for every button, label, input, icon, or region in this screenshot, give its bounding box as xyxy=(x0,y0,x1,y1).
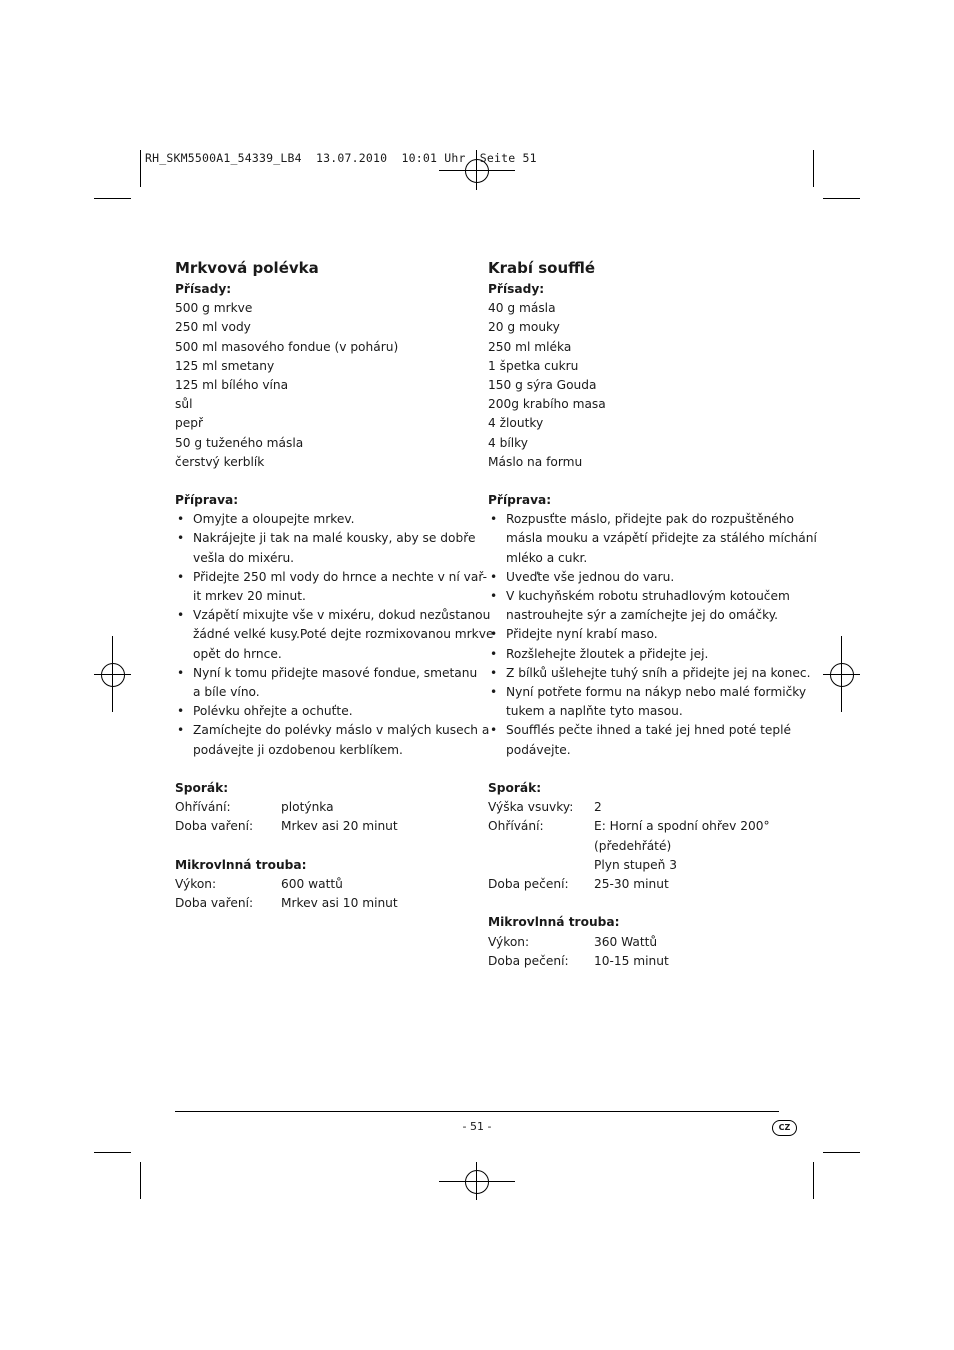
ingredient-item: 500 ml masového fondue (v poháru) xyxy=(175,339,399,354)
setting-label: Výkon: xyxy=(175,877,217,892)
stove-row xyxy=(175,817,475,836)
step-line: • Přidejte nyní krabí maso. xyxy=(506,627,658,642)
step-line: • Nakrájejte ji tak na malé kousky, aby se dobře xyxy=(193,531,476,546)
ingredient-item: 1 špetka cukru xyxy=(488,358,579,373)
step-line: • Nyní potřete formu na nákyp nebo malé formičky xyxy=(506,685,807,700)
step-line: a bíle víno. xyxy=(193,685,260,700)
ingredient-item: pepř xyxy=(175,416,203,431)
preparation-step xyxy=(488,645,788,664)
step-line: podávejte ji ozdobenou kerblíkem. xyxy=(193,742,403,757)
microwave-row xyxy=(175,875,475,894)
preparation-step xyxy=(488,721,791,759)
step-line: • V kuchyňském robotu struhadlovým kotoučem xyxy=(506,589,790,604)
microwave-row xyxy=(488,933,788,952)
recipe-title: Krabí soufflé xyxy=(488,259,596,277)
ingredient-item: 4 žloutky xyxy=(488,416,544,431)
language-badge: CZ xyxy=(772,1120,797,1136)
ingredient-item: 250 ml mléka xyxy=(488,339,572,354)
microwave-settings xyxy=(488,933,788,971)
preparation-step xyxy=(175,529,475,567)
setting-label xyxy=(488,856,594,875)
ingredient-item: Máslo na formu xyxy=(488,454,583,469)
setting-value: 25-30 minut xyxy=(594,877,669,892)
ingredient-item: 125 ml smetany xyxy=(175,358,275,373)
page-number: - 51 - xyxy=(462,1120,492,1133)
setting-label: Výška vsuvky: xyxy=(488,800,574,815)
preparation-step xyxy=(488,568,788,587)
step-line: másla mouku a vzápětí přidejte za stálého míchání xyxy=(506,531,817,546)
step-line: • Přidejte 250 ml vody do hrnce a nechte v ní vař- xyxy=(193,569,487,584)
ingredients-label: Přísady: xyxy=(175,282,232,296)
setting-value: 2 xyxy=(594,800,602,815)
step-line: • Zamíchejte do polévky máslo v malých kusech a xyxy=(193,723,490,738)
preparation-step xyxy=(175,606,494,664)
setting-label: Ohřívání: xyxy=(488,819,544,834)
recipe-title: Mrkvová polévka xyxy=(175,259,319,277)
setting-value: Plyn stupeň 3 xyxy=(594,857,677,872)
ingredient-item: sůl xyxy=(175,397,193,412)
ingredients-label: Přísady: xyxy=(488,282,545,296)
ingredient-list xyxy=(488,299,788,472)
recipe-crab-souffle xyxy=(488,258,817,971)
stove-label: Sporák: xyxy=(175,781,229,796)
step-line: • Polévku ohřejte a ochuťte. xyxy=(193,704,353,719)
setting-value: Mrkev asi 10 minut xyxy=(281,896,398,911)
stove-settings xyxy=(175,798,475,836)
step-line: • Rozšlehejte žloutek a přidejte jej. xyxy=(506,646,709,661)
microwave-settings xyxy=(175,875,475,913)
step-line: • Vzápětí mixujte vše v mixéru, dokud nezůstanou xyxy=(193,608,491,623)
microwave-label: Mikrovlnná trouba: xyxy=(175,857,307,872)
preparation-step xyxy=(488,664,811,683)
preparation-step xyxy=(488,587,788,625)
stove-settings xyxy=(488,798,788,894)
step-line: žádné velké kusy.Poté dejte rozmixovanou mrkve xyxy=(193,627,494,642)
ingredient-item: čerstvý kerblík xyxy=(175,454,265,469)
microwave-row xyxy=(488,952,788,971)
step-line: it mrkev 20 minut. xyxy=(193,589,306,604)
stove-row xyxy=(175,798,475,817)
step-line: • Rozpusťte máslo, přidejte pak do rozpuštěného xyxy=(506,512,794,527)
ingredient-item: 20 g mouky xyxy=(488,320,560,335)
print-slug: RH_SKM5500A1_54339_LB4 13.07.2010 10:01 Uhr Seite 51 xyxy=(145,151,537,165)
stove-row xyxy=(488,875,788,894)
microwave-row xyxy=(175,894,475,913)
footer-rule xyxy=(175,1111,779,1112)
preparation-step xyxy=(175,721,490,759)
step-line: tukem a naplňte tyto masou. xyxy=(506,704,683,719)
step-line: • Z bílků ušlehejte tuhý sníh a přidejte jej na konec. xyxy=(506,665,811,680)
preparation-step xyxy=(175,664,478,702)
step-line: • Soufflés pečte ihned a také jej hned poté teplé xyxy=(506,723,791,738)
setting-value: 10-15 minut xyxy=(594,953,669,968)
stove-row xyxy=(488,856,788,875)
step-line: nastrouhejte sýr a zamíchejte jej do omáčky. xyxy=(506,608,779,623)
microwave-label: Mikrovlnná trouba: xyxy=(488,915,620,930)
step-line: mléko a cukr. xyxy=(506,550,588,565)
ingredient-item: 125 ml bílého vína xyxy=(175,377,289,392)
preparation-step xyxy=(175,702,475,721)
ingredient-item: 500 g mrkve xyxy=(175,301,253,316)
setting-value: (předehřáté) xyxy=(594,838,672,853)
setting-label: Doba pečení: xyxy=(488,953,569,968)
stove-row xyxy=(488,837,788,856)
ingredient-item: 250 ml vody xyxy=(175,320,251,335)
step-line: • Uveďte vše jednou do varu. xyxy=(506,569,675,584)
setting-label xyxy=(488,837,594,856)
stove-label: Sporák: xyxy=(488,781,542,796)
step-line: vešla do mixéru. xyxy=(193,550,295,565)
step-line: podávejte. xyxy=(506,742,571,757)
ingredient-item: 40 g másla xyxy=(488,301,556,316)
setting-value: 600 wattů xyxy=(281,877,343,892)
preparation-step xyxy=(488,683,807,721)
preparation-steps xyxy=(175,510,494,760)
setting-value: plotýnka xyxy=(281,800,334,815)
ingredient-item: 200g krabího masa xyxy=(488,397,606,412)
setting-label: Výkon: xyxy=(488,934,530,949)
setting-label: Ohřívání: xyxy=(175,800,231,815)
preparation-step xyxy=(488,510,817,568)
ingredient-item: 150 g sýra Gouda xyxy=(488,377,597,392)
step-line: • Omyjte a oloupejte mrkev. xyxy=(193,512,355,527)
stove-row xyxy=(488,817,788,836)
setting-label: Doba vaření: xyxy=(175,819,254,834)
setting-value: E: Horní a spodní ohřev 200° xyxy=(594,819,770,834)
preparation-steps xyxy=(488,510,817,760)
step-line: opět do hrnce. xyxy=(193,646,282,661)
preparation-label: Příprava: xyxy=(488,493,552,508)
setting-value: Mrkev asi 20 minut xyxy=(281,819,398,834)
preparation-step xyxy=(175,510,475,529)
setting-label: Doba vaření: xyxy=(175,896,254,911)
ingredient-list xyxy=(175,299,475,472)
ingredient-item: 4 bílky xyxy=(488,435,528,450)
setting-label: Doba pečení: xyxy=(488,877,569,892)
recipe-carrot-soup xyxy=(175,258,494,913)
preparation-label: Příprava: xyxy=(175,493,239,508)
setting-value: 360 Wattů xyxy=(594,934,658,949)
stove-row xyxy=(488,798,788,817)
preparation-step xyxy=(175,568,487,606)
step-line: • Nyní k tomu přidejte masové fondue, smetanu xyxy=(193,665,478,680)
preparation-step xyxy=(488,625,788,644)
ingredient-item: 50 g tuženého másla xyxy=(175,435,304,450)
